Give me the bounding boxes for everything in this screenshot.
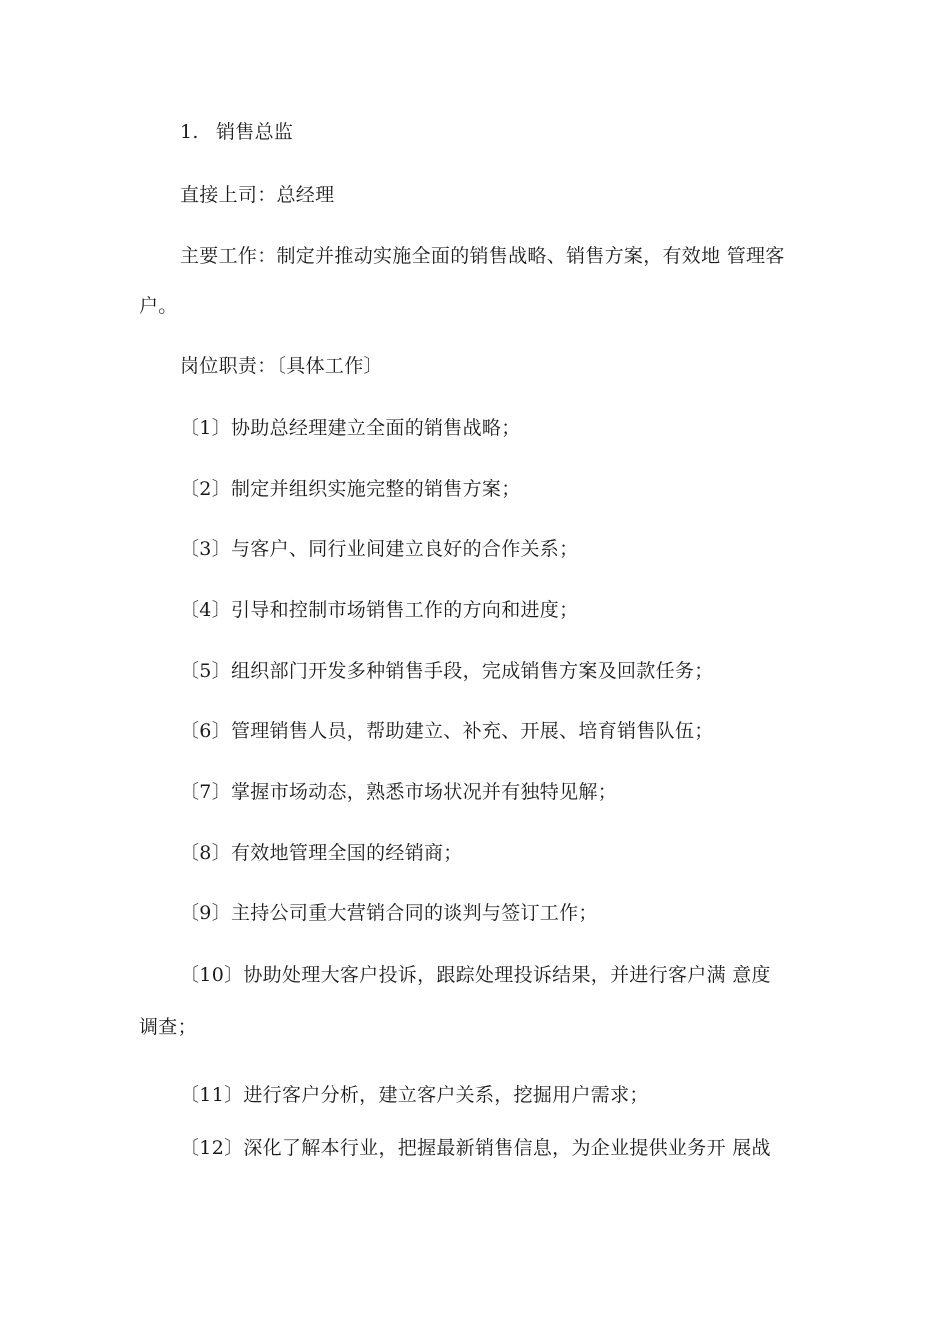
supervisor-line: 直接上司：总经理 xyxy=(180,184,335,206)
duty-item: 〔5〕组织部门开发多种销售手段，完成销售方案及回款任务； xyxy=(180,660,714,682)
duty-item: 〔3〕与客户、同行业间建立良好的合作关系； xyxy=(180,538,579,560)
duty-item: 〔6〕管理销售人员，帮助建立、补充、开展、培育销售队伍； xyxy=(180,720,714,742)
duty-item: 〔2〕制定并组织实施完整的销售方案； xyxy=(180,478,521,500)
duty-item: 〔12〕深化了解本行业，把握最新销售信息，为企业提供业务开 展战 xyxy=(180,1137,771,1159)
duty-item-continuation: 调查； xyxy=(139,1016,197,1038)
section-title: 销售总监 xyxy=(216,121,294,143)
section-heading xyxy=(180,120,293,144)
duty-item: 〔7〕掌握市场动态，熟悉市场状况并有独特见解； xyxy=(180,781,617,803)
duty-item: 〔4〕引导和控制市场销售工作的方向和进度； xyxy=(180,599,579,621)
duty-item: 〔8〕有效地管理全国的经销商； xyxy=(180,842,463,864)
main-work-line-2: 户。 xyxy=(139,295,178,317)
duty-item: 〔9〕主持公司重大营销合同的谈判与签订工作； xyxy=(180,902,598,924)
duties-title: 岗位职责：〔具体工作〕 xyxy=(180,355,383,377)
duty-item: 〔11〕进行客户分析，建立客户关系，挖掘用户需求； xyxy=(180,1084,649,1106)
section-number: 1. xyxy=(180,121,199,143)
duty-item: 〔1〕协助总经理建立全面的销售战略； xyxy=(180,417,521,439)
main-work-line-1: 主要工作：制定并推动实施全面的销售战略、销售方案，有效地 管理客 xyxy=(180,245,785,267)
duty-item: 〔10〕协助处理大客户投诉，跟踪处理投诉结果，并进行客户满 意度 xyxy=(180,964,771,986)
